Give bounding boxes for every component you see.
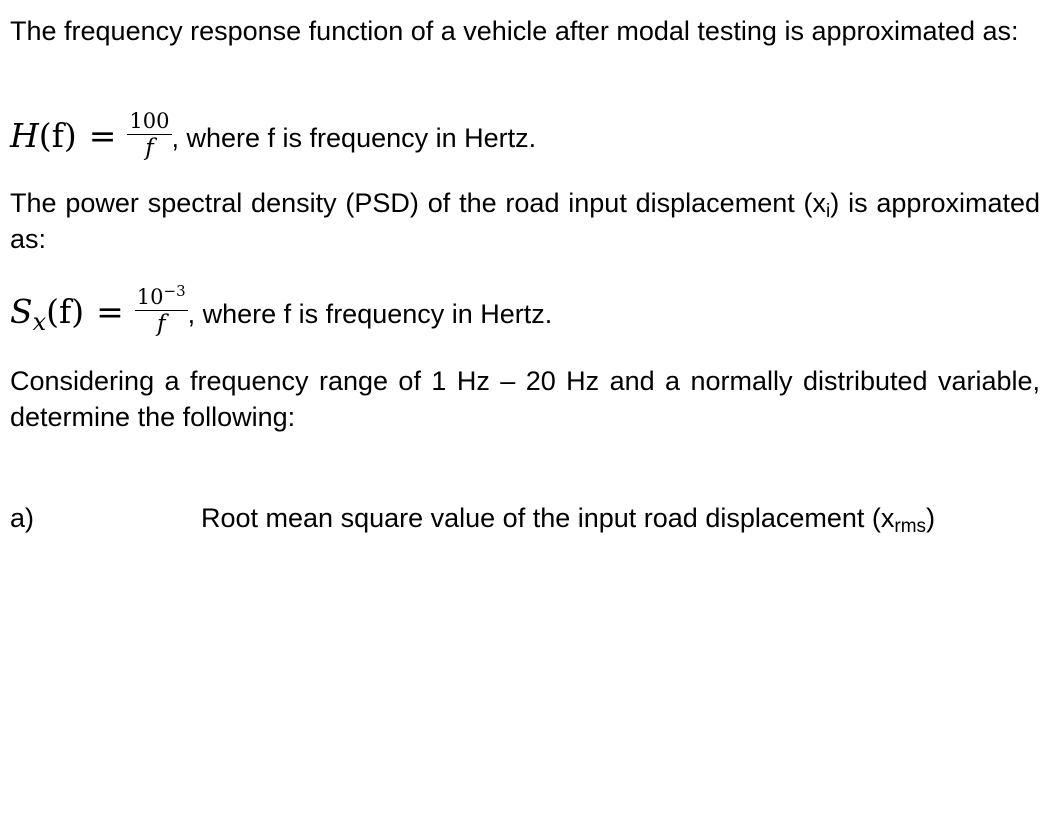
psd-paragraph [10,185,1040,257]
numerator-exponent: −3 [163,282,186,300]
psd-equation [10,276,552,346]
equals-sign: = [88,115,117,155]
equation-lhs [10,116,77,155]
intro-paragraph: The frequency response function of a vehicle after modal testing is approximated as: [10,16,1019,46]
fraction [135,282,188,337]
function-name: H [10,115,39,155]
function-argument: (f) [46,291,85,331]
subscript-i: i [826,201,831,222]
psd-paragraph-text-start: The power spectral density (PSD) of the road input displacement (x [10,188,827,218]
function-argument: (f) [38,115,77,155]
equals-sign: = [96,291,124,331]
subscript-rms: rms [894,516,927,537]
numerator-base: 10 [136,285,164,309]
question-text-end: ) [926,503,936,533]
function-name: S [10,291,33,331]
question-text-start: Root mean square value of the input road displacement (x [201,503,895,533]
fraction [127,109,171,161]
task-paragraph: Considering a frequency range of 1 Hz – 20 Hz and a normally distributed variable, determine the following: [10,366,1040,432]
question-text [201,500,935,536]
fraction-numerator: 100 [129,109,170,133]
fraction-denominator: f [145,135,154,161]
frequency-response-equation [10,100,536,170]
equation-lhs [10,291,85,336]
question-label: a) [10,503,35,533]
fraction-numerator [135,282,188,311]
function-subscript: x [32,307,47,336]
fraction-denominator: f [156,311,166,337]
psd-paragraph-text-end: ) is approximated as: [10,188,1040,254]
equation-description: , where f is frequency in Hertz. [171,122,537,153]
equation-description: , where f is frequency in Hertz. [187,298,553,329]
